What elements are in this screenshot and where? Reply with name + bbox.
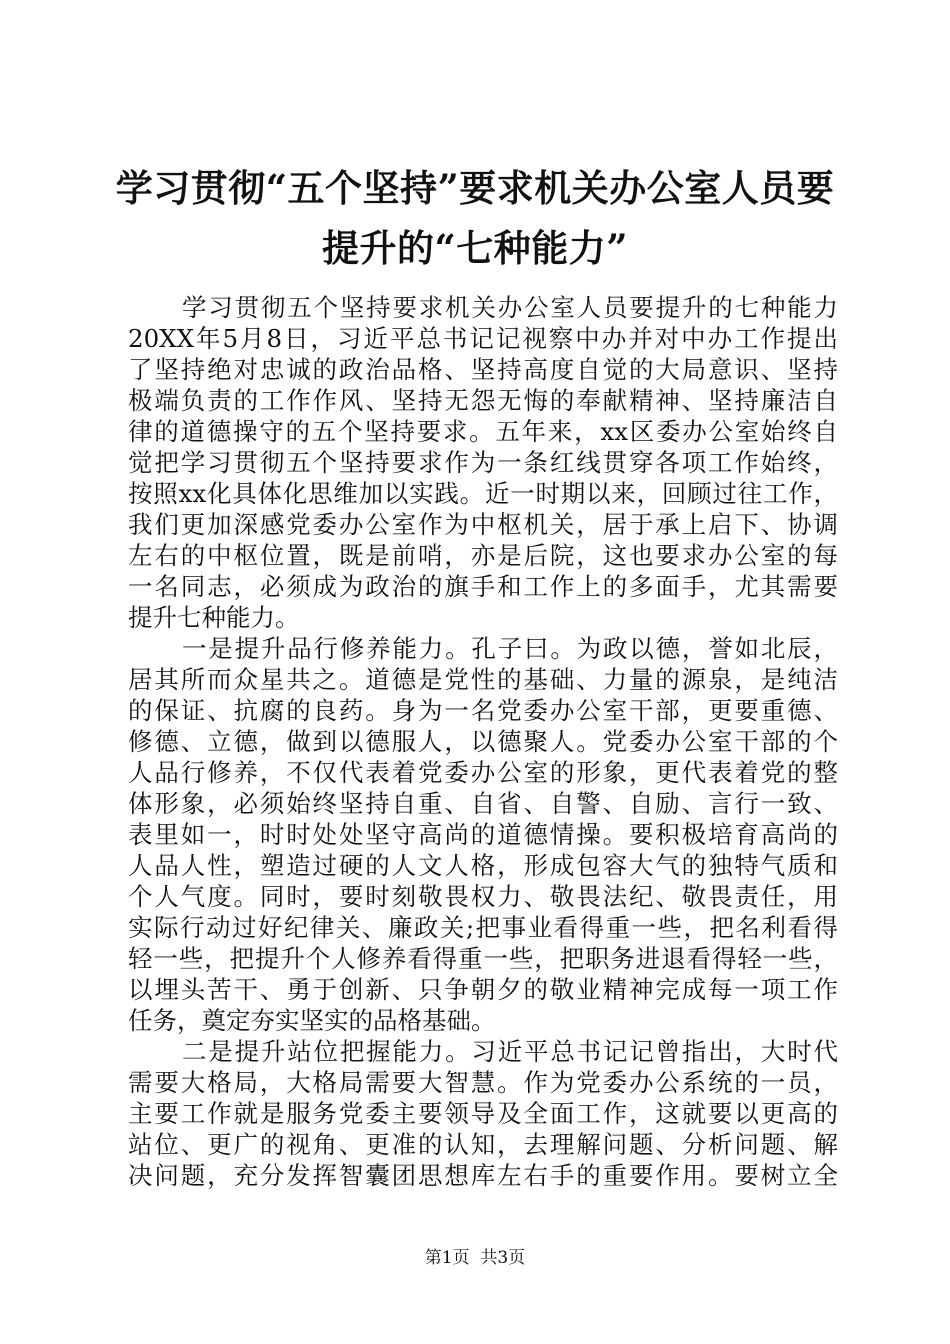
body-line: 任务，奠定夯实坚实的品格基础。 bbox=[128, 1006, 496, 1035]
body-line: 决问题，充分发挥智囊团思想库左右手的重要作用。要树立全 bbox=[128, 1161, 838, 1190]
body-line: 觉把学习贯彻五个坚持要求作为一条红线贯穿各项工作始终， bbox=[128, 448, 838, 477]
body-line: 人品人性，塑造过硬的人文人格，形成包容大气的独特气质和 bbox=[128, 851, 838, 880]
body-line: 极端负责的工作作风、坚持无怨无悔的奉献精神、坚持廉洁自 bbox=[128, 386, 838, 415]
page-footer: 第1页 共3页 bbox=[424, 1248, 526, 1268]
document-title-line-1: 学习贯彻“五个坚持”要求机关办公室人员要 bbox=[115, 166, 835, 210]
body-line: 以埋头苦干、勇于创新、只争朝夕的敬业精神完成每一项工作 bbox=[128, 975, 838, 1004]
body-line: 20XX年5月8日，习近平总书记记视察中办并对中办工作提出 bbox=[128, 324, 838, 353]
paragraph-ability-1 bbox=[128, 633, 838, 1036]
body-line: 左右的中枢位置，既是前哨，亦是后院，这也要求办公室的每 bbox=[128, 541, 838, 570]
paragraph-ability-2 bbox=[128, 1036, 838, 1191]
body-line: 提升七种能力。 bbox=[128, 603, 300, 632]
body-line: 表里如一，时时处处坚守高尚的道德情操。要积极培育高尚的 bbox=[128, 820, 838, 849]
body-line: 需要大格局，大格局需要大智慧。作为党委办公系统的一员， bbox=[128, 1068, 838, 1097]
body-line: 居其所而众星共之。道德是党性的基础、力量的源泉，是纯洁 bbox=[128, 665, 838, 694]
body-line: 人品行修养，不仅代表着党委办公室的形象，更代表着党的整 bbox=[128, 758, 838, 787]
body-line: 体形象，必须始终坚持自重、自省、自警、自励、言行一致、 bbox=[128, 789, 838, 818]
body-line: 轻一些，把提升个人修养看得重一些，把职务进退看得轻一些， bbox=[128, 944, 838, 973]
body-line: 主要工作就是服务党委主要领导及全面工作，这就要以更高的 bbox=[128, 1099, 838, 1128]
body-line: 一名同志，必须成为政治的旗手和工作上的多面手，尤其需要 bbox=[128, 572, 838, 601]
body-line: 一是提升品行修养能力。孔子曰。为政以德，誉如北辰， bbox=[182, 634, 838, 663]
paragraph-intro bbox=[128, 292, 838, 633]
body-line: 个人气度。同时，要时刻敬畏权力、敬畏法纪、敬畏责任，用 bbox=[128, 882, 838, 911]
document-body bbox=[128, 292, 838, 1191]
body-line: 的保证、抗腐的良药。身为一名党委办公室干部，更要重德、 bbox=[128, 696, 838, 725]
body-line: 二是提升站位把握能力。习近平总书记记曾指出，大时代 bbox=[182, 1037, 838, 1066]
body-line: 实际行动过好纪律关、廉政关;把事业看得重一些，把名利看得 bbox=[128, 913, 838, 942]
body-line: 按照xx化具体化思维加以实践。近一时期以来，回顾过往工作， bbox=[128, 479, 838, 508]
body-line: 我们更加深感党委办公室作为中枢机关，居于承上启下、协调 bbox=[128, 510, 838, 539]
document-title-line-2: 提升的“七种能力” bbox=[321, 226, 629, 270]
body-line: 了坚持绝对忠诚的政治品格、坚持高度自觉的大局意识、坚持 bbox=[128, 355, 838, 384]
body-line: 学习贯彻五个坚持要求机关办公室人员要提升的七种能力 bbox=[182, 293, 838, 322]
body-line: 修德、立德，做到以德服人，以德聚人。党委办公室干部的个 bbox=[128, 727, 838, 756]
body-line: 律的道德操守的五个坚持要求。五年来，xx区委办公室始终自 bbox=[128, 417, 838, 446]
body-line: 站位、更广的视角、更准的认知，去理解问题、分析问题、解 bbox=[128, 1130, 838, 1159]
